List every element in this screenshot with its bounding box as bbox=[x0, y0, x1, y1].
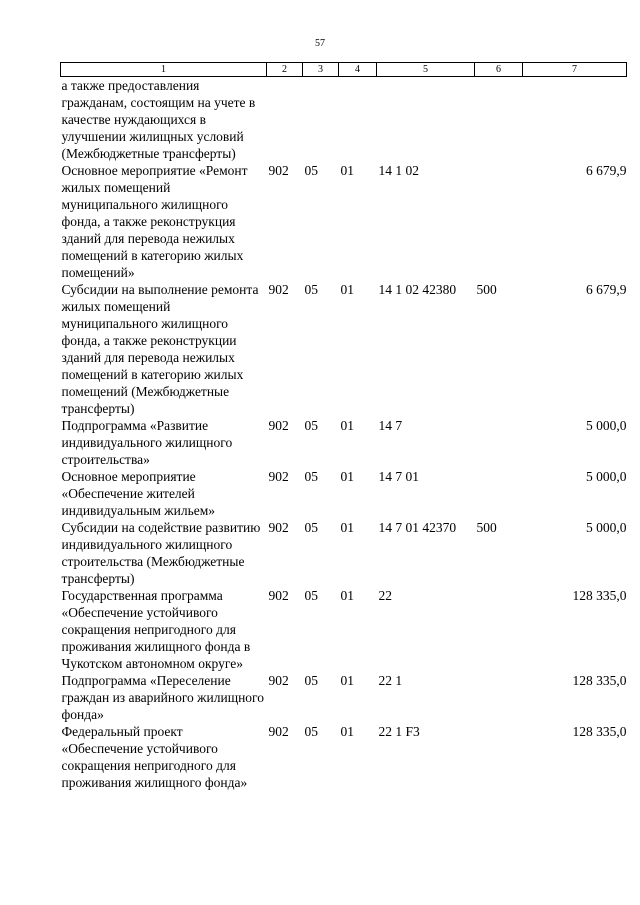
table-row bbox=[61, 723, 627, 791]
cell-section bbox=[303, 77, 339, 163]
column-header: 3 bbox=[303, 63, 339, 77]
cell-section: 05 bbox=[304, 588, 318, 603]
cell-amount: 128 335,0 bbox=[572, 724, 627, 739]
cell-admin-code: 902 bbox=[268, 469, 289, 484]
cell-section: 05 bbox=[304, 418, 318, 433]
row-name: Подпрограмма «Переселение граждан из аварийного жилищного фонда» bbox=[61, 673, 265, 722]
table-row bbox=[61, 162, 627, 281]
cell-section: 05 bbox=[304, 724, 318, 739]
cell-target-article: 14 7 01 bbox=[378, 469, 419, 484]
cell-amount: 128 335,0 bbox=[572, 673, 627, 688]
cell-expense-type: 500 bbox=[476, 520, 497, 535]
cell-amount bbox=[523, 77, 627, 163]
cell-target-article: 14 7 01 42370 bbox=[378, 520, 457, 535]
cell-expense-type bbox=[475, 723, 523, 791]
cell-subsection: 01 bbox=[340, 469, 354, 484]
cell-expense-type bbox=[475, 417, 523, 468]
cell-subsection: 01 bbox=[340, 588, 354, 603]
cell-expense-type bbox=[475, 587, 523, 672]
cell-admin-code: 902 bbox=[268, 588, 289, 603]
cell-subsection: 01 bbox=[340, 282, 354, 297]
cell-admin-code: 902 bbox=[268, 724, 289, 739]
cell-admin-code bbox=[267, 77, 303, 163]
cell-target-article: 22 1 bbox=[378, 673, 403, 688]
cell-expense-type: 500 bbox=[476, 282, 497, 297]
cell-expense-type bbox=[475, 162, 523, 281]
page-number: 57 bbox=[315, 38, 325, 49]
cell-amount: 5 000,0 bbox=[586, 520, 627, 535]
cell-expense-type bbox=[475, 672, 523, 723]
cell-admin-code: 902 bbox=[268, 520, 289, 535]
cell-amount: 5 000,0 bbox=[586, 469, 627, 484]
budget-table bbox=[60, 62, 627, 791]
cell-section: 05 bbox=[304, 163, 318, 178]
row-name: Федеральный проект «Обеспечение устойчивого сокращения непригодного для проживания жилищного фонда» bbox=[61, 724, 248, 790]
cell-target-article: 14 7 bbox=[378, 418, 403, 433]
cell-subsection: 01 bbox=[340, 418, 354, 433]
table-row bbox=[61, 587, 627, 672]
column-header: 2 bbox=[267, 63, 303, 77]
cell-expense-type bbox=[475, 77, 523, 163]
cell-admin-code: 902 bbox=[268, 418, 289, 433]
row-name: а также предоставления гражданам, состоящим на учете в качестве нуждающихся в улучшении жилищных условий (Межбюджетные трансферты) bbox=[61, 78, 256, 161]
row-name: Подпрограмма «Развитие индивидуального жилищного строительства» bbox=[61, 418, 233, 467]
cell-amount: 128 335,0 bbox=[572, 588, 627, 603]
cell-subsection: 01 bbox=[340, 724, 354, 739]
row-name: Основное мероприятие «Обеспечение жителей индивидуальным жильем» bbox=[61, 469, 216, 518]
cell-subsection: 01 bbox=[340, 673, 354, 688]
table-row bbox=[61, 672, 627, 723]
column-header: 6 bbox=[475, 63, 523, 77]
row-name: Государственная программа «Обеспечение устойчивого сокращения непригодного для проживания жилищного фонда в Чукотском автономном округе» bbox=[61, 588, 251, 671]
row-name: Основное мероприятие «Ремонт жилых помещений муниципального жилищного фонда, а также реконструкция зданий для перевода нежилых помещений в категорию жилых помещений» bbox=[61, 163, 248, 280]
cell-admin-code: 902 bbox=[268, 673, 289, 688]
cell-section: 05 bbox=[304, 282, 318, 297]
column-header: 4 bbox=[339, 63, 377, 77]
cell-expense-type bbox=[475, 468, 523, 519]
cell-section: 05 bbox=[304, 673, 318, 688]
cell-admin-code: 902 bbox=[268, 163, 289, 178]
cell-amount: 5 000,0 bbox=[586, 418, 627, 433]
table-body bbox=[61, 77, 627, 792]
cell-section: 05 bbox=[304, 520, 318, 535]
cell-target-article bbox=[377, 77, 475, 163]
table-row bbox=[61, 468, 627, 519]
cell-admin-code: 902 bbox=[268, 282, 289, 297]
row-name: Субсидии на выполнение ремонта жилых помещений муниципального жилищного фонда, а также реконструкции зданий для перевода нежилых помещений в категорию жилых помещений (Межбюджетные трансферты) bbox=[61, 282, 259, 416]
row-name: Субсидии на содействие развитию индивидуального жилищного строительства (Межбюджетные трансферты) bbox=[61, 520, 261, 586]
column-header: 5 bbox=[377, 63, 475, 77]
column-header: 1 bbox=[61, 63, 267, 77]
cell-target-article: 14 1 02 42380 bbox=[378, 282, 457, 297]
cell-subsection bbox=[339, 77, 377, 163]
cell-target-article: 22 1 F3 bbox=[378, 724, 420, 739]
table-header-row bbox=[61, 63, 627, 77]
cell-section: 05 bbox=[304, 469, 318, 484]
table-row bbox=[61, 417, 627, 468]
cell-target-article: 14 1 02 bbox=[378, 163, 419, 178]
column-header: 7 bbox=[523, 63, 627, 77]
cell-amount: 6 679,9 bbox=[586, 282, 627, 297]
cell-subsection: 01 bbox=[340, 520, 354, 535]
cell-subsection: 01 bbox=[340, 163, 354, 178]
table-row bbox=[61, 519, 627, 587]
cell-amount: 6 679,9 bbox=[586, 163, 627, 178]
table-row bbox=[61, 77, 627, 163]
table-row bbox=[61, 281, 627, 417]
cell-target-article: 22 bbox=[378, 588, 392, 603]
